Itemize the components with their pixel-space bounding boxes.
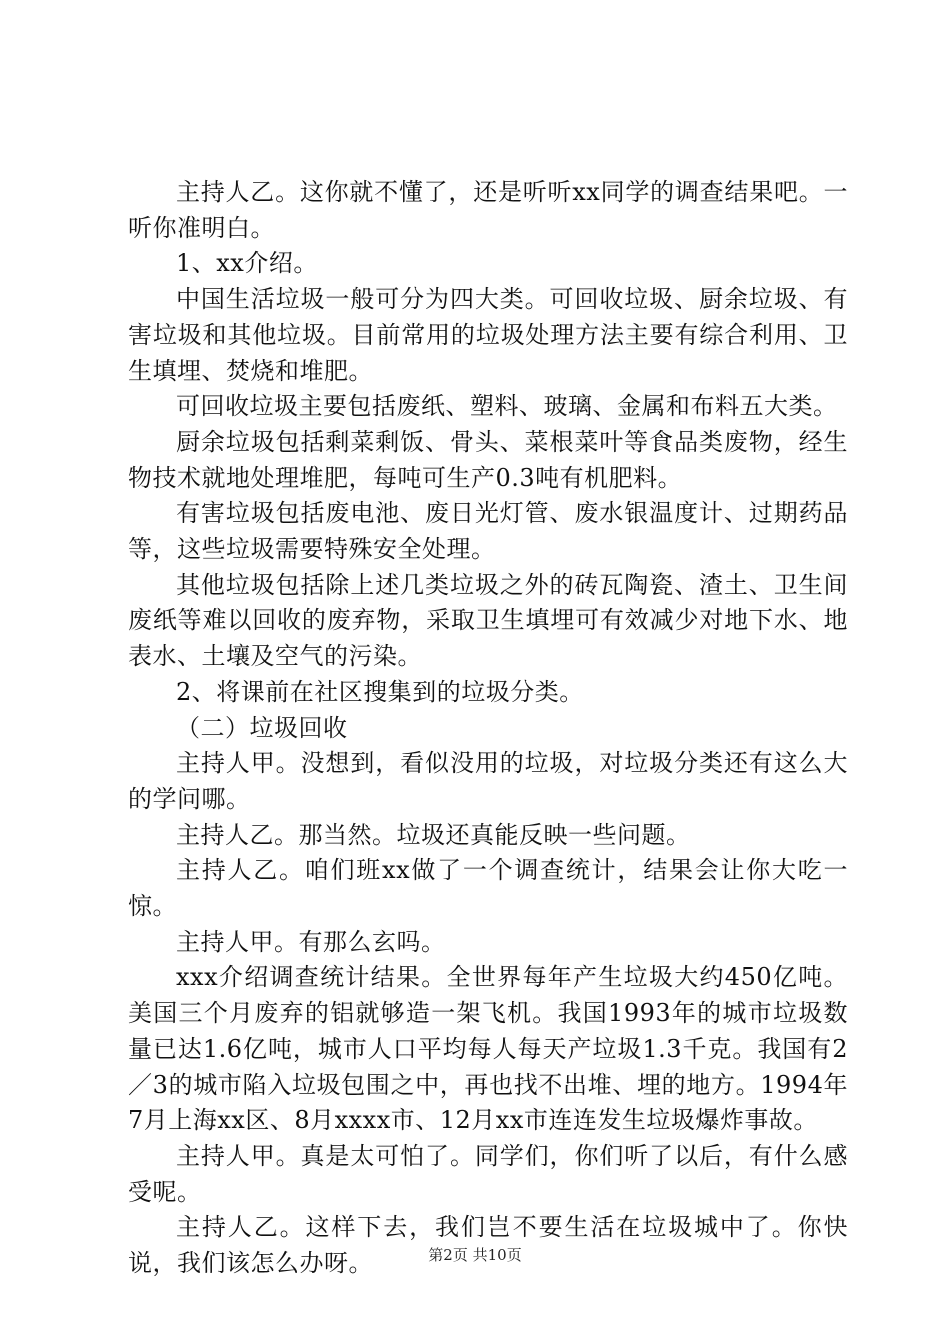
paragraph-host-a-2: 主持人甲。有那么玄吗。	[176, 927, 446, 956]
paragraph-waste-categories: 中国生活垃圾一般可分为四大类。可回收垃圾、厨余垃圾、有害垃圾和其他垃圾。目前常用的垃圾处理方法主要有综合利用、卫生填埋、焚烧和堆肥。	[128, 285, 848, 385]
paragraph-sorting-task: 2、将课前在社区搜集到的垃圾分类。	[176, 677, 584, 706]
paragraph-survey-results: xxx介绍调查统计结果。全世界每年产生垃圾大约450亿吨。美国三个月废弃的铝就够造一架飞机。我国1993年的城市垃圾数量已达1.6亿吨，城市人口平均每人每天产垃圾1.3千克。我国有2／3的城市陷入垃圾包围之中，再也找不出堆、埋的地方。1994年7月上海xx区、8月xxxx市、12月xx市连连发生垃圾爆炸事故。	[128, 963, 848, 1135]
paragraph-intro-heading: 1、xx介绍。	[176, 249, 318, 278]
paragraph-host-b-1: 主持人乙。这你就不懂了，还是听听xx同学的调查结果吧。一听你准明白。	[128, 178, 848, 242]
paragraph-host-a-1: 主持人甲。没想到，看似没用的垃圾，对垃圾分类还有这么大的学问哪。	[128, 749, 848, 813]
paragraph-other-waste: 其他垃圾包括除上述几类垃圾之外的砖瓦陶瓷、渣土、卫生间废纸等难以回收的废弃物，采取卫生填埋可有效减少对地下水、地表水、土壤及空气的污染。	[128, 570, 848, 671]
paragraph-kitchen-waste: 厨余垃圾包括剩菜剩饭、骨头、菜根菜叶等食品类废物，经生物技术就地处理堆肥，每吨可生产0.3吨有机肥料。	[128, 427, 848, 492]
paragraph-hazardous: 有害垃圾包括废电池、废日光灯管、废水银温度计、过期药品等，这些垃圾需要特殊安全处理。	[128, 499, 848, 564]
paragraph-recyclable: 可回收垃圾主要包括废纸、塑料、玻璃、金属和布料五大类。	[176, 392, 838, 421]
paragraph-host-b-4: 主持人乙。这样下去，我们岂不要生活在垃圾城中了。你快说，我们该怎么办呀。	[128, 1213, 848, 1278]
page-number-footer: 第2页 共10页	[428, 1246, 522, 1264]
document-body	[128, 175, 848, 1282]
paragraph-host-a-3: 主持人甲。真是太可怕了。同学们，你们听了以后，有什么感受呢。	[128, 1141, 848, 1206]
paragraph-host-b-2: 主持人乙。那当然。垃圾还真能反映一些问题。	[176, 820, 691, 849]
paragraph-host-b-3: 主持人乙。咱们班xx做了一个调查统计，结果会让你大吃一惊。	[128, 856, 848, 921]
section-heading-recycling: （二）垃圾回收	[176, 713, 348, 742]
